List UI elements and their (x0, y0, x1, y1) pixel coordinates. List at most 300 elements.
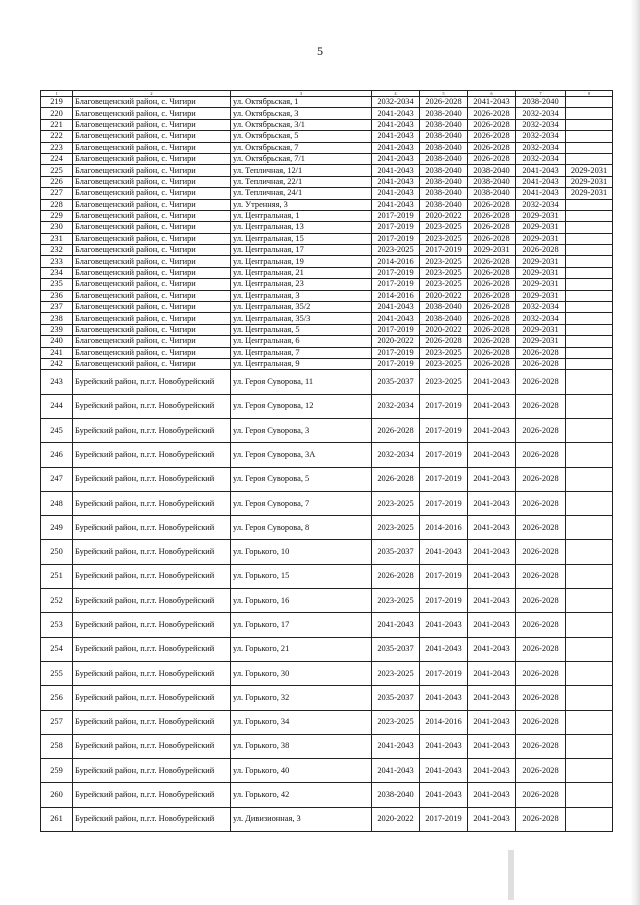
column-number: 8 (566, 91, 613, 97)
row-number: 261 (41, 807, 73, 831)
period-cell (566, 233, 613, 244)
period-cell: 2026-2028 (516, 370, 566, 394)
address-cell: ул. Центральная, 9 (231, 358, 372, 369)
period-cell: 2032-2034 (372, 443, 420, 467)
period-cell: 2041-2043 (420, 686, 468, 710)
district-cell: Бурейский район, п.г.т. Новобурейский (73, 394, 231, 418)
period-cell: 2038-2040 (516, 97, 566, 108)
period-cell (566, 710, 613, 734)
period-cell: 2026-2028 (468, 256, 516, 267)
table-row (41, 153, 613, 164)
district-cell: Благовещенский район, с. Чигири (73, 210, 231, 221)
period-cell: 2026-2028 (516, 807, 566, 831)
period-cell: 2041-2043 (372, 313, 420, 324)
period-cell: 2017-2019 (420, 661, 468, 685)
period-cell: 2041-2043 (468, 491, 516, 515)
period-cell: 2026-2028 (516, 564, 566, 588)
period-cell: 2041-2043 (420, 734, 468, 758)
period-cell: 2041-2043 (516, 176, 566, 187)
period-cell: 2038-2040 (420, 199, 468, 210)
period-cell (566, 637, 613, 661)
district-cell: Благовещенский район, с. Чигири (73, 188, 231, 199)
period-cell: 2023-2025 (420, 358, 468, 369)
row-number: 238 (41, 313, 73, 324)
period-cell: 2017-2019 (372, 324, 420, 335)
period-cell: 2017-2019 (372, 222, 420, 233)
address-cell: ул. Октябрьская, 3/1 (231, 119, 372, 130)
column-number: 5 (420, 91, 468, 97)
period-cell: 2041-2043 (468, 637, 516, 661)
table-row (41, 783, 613, 807)
column-number: 4 (372, 91, 420, 97)
period-cell (566, 302, 613, 313)
period-cell: 2026-2028 (468, 290, 516, 301)
period-cell: 2041-2043 (468, 734, 516, 758)
period-cell: 2029-2031 (516, 267, 566, 278)
period-cell (566, 336, 613, 347)
period-cell: 2026-2028 (516, 418, 566, 442)
district-cell: Благовещенский район, с. Чигири (73, 324, 231, 335)
address-cell: ул. Героя Суворова, 3 (231, 418, 372, 442)
period-cell: 2041-2043 (372, 142, 420, 153)
period-cell (566, 589, 613, 613)
district-cell: Благовещенский район, с. Чигири (73, 153, 231, 164)
period-cell (566, 279, 613, 290)
period-cell: 2029-2031 (566, 165, 613, 176)
address-cell: ул. Горького, 16 (231, 589, 372, 613)
address-cell: ул. Горького, 10 (231, 540, 372, 564)
period-cell: 2023-2025 (420, 267, 468, 278)
period-cell: 2026-2028 (516, 637, 566, 661)
table-row (41, 347, 613, 358)
period-cell: 2020-2022 (420, 324, 468, 335)
period-cell (566, 443, 613, 467)
period-cell: 2026-2028 (516, 358, 566, 369)
table-row (41, 267, 613, 278)
address-cell: ул. Горького, 40 (231, 759, 372, 783)
period-cell (566, 540, 613, 564)
period-cell: 2038-2040 (420, 153, 468, 164)
table-row (41, 302, 613, 313)
table-row (41, 108, 613, 119)
address-cell: ул. Центральная, 6 (231, 336, 372, 347)
row-number: 233 (41, 256, 73, 267)
table-row (41, 661, 613, 685)
period-cell: 2017-2019 (372, 279, 420, 290)
address-cell: ул. Центральная, 5 (231, 324, 372, 335)
address-cell: ул. Центральная, 15 (231, 233, 372, 244)
period-cell: 2014-2016 (372, 256, 420, 267)
row-number: 231 (41, 233, 73, 244)
period-cell: 2026-2028 (468, 119, 516, 130)
period-cell: 2029-2031 (516, 222, 566, 233)
period-cell (566, 347, 613, 358)
period-cell: 2029-2031 (516, 256, 566, 267)
period-cell: 2041-2043 (468, 589, 516, 613)
row-number: 223 (41, 142, 73, 153)
period-cell: 2038-2040 (420, 176, 468, 187)
period-cell: 2020-2022 (372, 336, 420, 347)
period-cell: 2029-2031 (516, 279, 566, 290)
period-cell: 2041-2043 (468, 661, 516, 685)
row-number: 228 (41, 199, 73, 210)
period-cell: 2026-2028 (516, 686, 566, 710)
district-cell: Бурейский район, п.г.т. Новобурейский (73, 783, 231, 807)
period-cell: 2014-2016 (372, 290, 420, 301)
period-cell: 2017-2019 (420, 443, 468, 467)
period-cell: 2026-2028 (468, 153, 516, 164)
period-cell: 2038-2040 (420, 142, 468, 153)
period-cell: 2026-2028 (516, 467, 566, 491)
address-cell: ул. Горького, 38 (231, 734, 372, 758)
period-cell: 2041-2043 (468, 418, 516, 442)
period-cell: 2038-2040 (468, 176, 516, 187)
period-cell: 2038-2040 (420, 131, 468, 142)
period-cell: 2026-2028 (516, 589, 566, 613)
period-cell: 2026-2028 (372, 564, 420, 588)
period-cell: 2017-2019 (420, 491, 468, 515)
row-number: 249 (41, 516, 73, 540)
address-cell: ул. Горького, 34 (231, 710, 372, 734)
table-row (41, 245, 613, 256)
period-cell: 2017-2019 (372, 347, 420, 358)
period-cell: 2026-2028 (516, 661, 566, 685)
row-number: 257 (41, 710, 73, 734)
period-cell: 2032-2034 (372, 394, 420, 418)
period-cell (566, 661, 613, 685)
page-number: 5 (317, 44, 323, 58)
district-cell: Благовещенский район, с. Чигири (73, 142, 231, 153)
period-cell: 2038-2040 (468, 188, 516, 199)
row-number: 235 (41, 279, 73, 290)
table-row (41, 540, 613, 564)
period-cell: 2029-2031 (566, 188, 613, 199)
period-cell: 2038-2040 (420, 302, 468, 313)
column-number: 3 (231, 91, 372, 97)
table-row (41, 279, 613, 290)
period-cell: 2017-2019 (420, 589, 468, 613)
scan-edge-shadow (630, 0, 640, 905)
period-cell: 2041-2043 (372, 131, 420, 142)
address-cell: ул. Героя Суворова, 5 (231, 467, 372, 491)
district-cell: Бурейский район, п.г.т. Новобурейский (73, 516, 231, 540)
table-row (41, 370, 613, 394)
row-number: 224 (41, 153, 73, 164)
row-number: 259 (41, 759, 73, 783)
period-cell: 2041-2043 (420, 613, 468, 637)
period-cell: 2041-2043 (420, 540, 468, 564)
period-cell: 2026-2028 (468, 210, 516, 221)
address-cell: ул. Тепличная, 24/1 (231, 188, 372, 199)
period-cell: 2026-2028 (468, 347, 516, 358)
period-cell (566, 759, 613, 783)
period-cell: 2032-2034 (516, 131, 566, 142)
district-cell: Бурейский район, п.г.т. Новобурейский (73, 686, 231, 710)
address-cell: ул. Героя Суворова, 3А (231, 443, 372, 467)
period-cell: 2017-2019 (420, 418, 468, 442)
address-cell: ул. Тепличная, 22/1 (231, 176, 372, 187)
district-cell: Благовещенский район, с. Чигири (73, 256, 231, 267)
row-number: 236 (41, 290, 73, 301)
period-cell: 2023-2025 (372, 491, 420, 515)
row-number: 252 (41, 589, 73, 613)
district-cell: Бурейский район, п.г.т. Новобурейский (73, 467, 231, 491)
period-cell (566, 467, 613, 491)
period-cell (566, 108, 613, 119)
district-cell: Бурейский район, п.г.т. Новобурейский (73, 710, 231, 734)
column-number: 1 (41, 91, 73, 97)
table-row (41, 222, 613, 233)
period-cell: 2041-2043 (468, 467, 516, 491)
row-number: 241 (41, 347, 73, 358)
period-cell: 2017-2019 (420, 564, 468, 588)
period-cell: 2026-2028 (420, 97, 468, 108)
period-cell: 2041-2043 (372, 302, 420, 313)
district-cell: Благовещенский район, с. Чигири (73, 245, 231, 256)
table-row (41, 807, 613, 831)
period-cell: 2029-2031 (516, 336, 566, 347)
period-cell (566, 564, 613, 588)
row-number: 253 (41, 613, 73, 637)
period-cell: 2041-2043 (420, 637, 468, 661)
row-number: 251 (41, 564, 73, 588)
row-number: 250 (41, 540, 73, 564)
period-cell: 2026-2028 (468, 131, 516, 142)
district-cell: Бурейский район, п.г.т. Новобурейский (73, 613, 231, 637)
period-cell (566, 119, 613, 130)
period-cell: 2017-2019 (372, 358, 420, 369)
table-row (41, 589, 613, 613)
period-cell (566, 783, 613, 807)
table-row (41, 119, 613, 130)
period-cell (566, 290, 613, 301)
period-cell: 2026-2028 (516, 443, 566, 467)
period-cell (566, 613, 613, 637)
period-cell: 2038-2040 (420, 165, 468, 176)
address-cell: ул. Центральная, 23 (231, 279, 372, 290)
period-cell: 2026-2028 (468, 222, 516, 233)
period-cell: 2041-2043 (468, 443, 516, 467)
table-row (41, 418, 613, 442)
period-cell (566, 313, 613, 324)
address-cell: ул. Центральная, 3 (231, 290, 372, 301)
period-cell (566, 142, 613, 153)
district-cell: Благовещенский район, с. Чигири (73, 165, 231, 176)
period-cell: 2026-2028 (516, 347, 566, 358)
period-cell: 2026-2028 (516, 540, 566, 564)
period-cell: 2017-2019 (420, 807, 468, 831)
district-cell: Бурейский район, п.г.т. Новобурейский (73, 589, 231, 613)
period-cell: 2026-2028 (516, 759, 566, 783)
row-number: 245 (41, 418, 73, 442)
row-number: 256 (41, 686, 73, 710)
address-cell: ул. Октябрьская, 3 (231, 108, 372, 119)
address-cell: ул. Октябрьская, 7 (231, 142, 372, 153)
row-number: 234 (41, 267, 73, 278)
period-cell: 2038-2040 (468, 165, 516, 176)
period-cell: 2041-2043 (468, 613, 516, 637)
table-row (41, 516, 613, 540)
period-cell (566, 516, 613, 540)
period-cell: 2041-2043 (516, 165, 566, 176)
address-cell: ул. Центральная, 21 (231, 267, 372, 278)
period-cell: 2041-2043 (468, 759, 516, 783)
period-cell: 2026-2028 (516, 394, 566, 418)
period-cell: 2023-2025 (420, 347, 468, 358)
period-cell: 2026-2028 (516, 710, 566, 734)
period-cell: 2026-2028 (420, 336, 468, 347)
period-cell: 2035-2037 (372, 370, 420, 394)
period-cell: 2041-2043 (468, 686, 516, 710)
period-cell: 2041-2043 (420, 759, 468, 783)
district-cell: Бурейский район, п.г.т. Новобурейский (73, 540, 231, 564)
row-number: 247 (41, 467, 73, 491)
address-cell: ул. Октябрьская, 5 (231, 131, 372, 142)
period-cell: 2023-2025 (372, 710, 420, 734)
district-cell: Благовещенский район, с. Чигири (73, 176, 231, 187)
row-number: 222 (41, 131, 73, 142)
period-cell: 2041-2043 (372, 108, 420, 119)
period-cell: 2026-2028 (516, 491, 566, 515)
period-cell: 2023-2025 (420, 279, 468, 290)
period-cell: 2032-2034 (516, 142, 566, 153)
district-cell: Бурейский район, п.г.т. Новобурейский (73, 807, 231, 831)
address-cell: ул. Тепличная, 12/1 (231, 165, 372, 176)
row-number: 227 (41, 188, 73, 199)
period-cell: 2032-2034 (516, 302, 566, 313)
period-cell: 2026-2028 (468, 199, 516, 210)
table-row (41, 142, 613, 153)
period-cell: 2017-2019 (420, 394, 468, 418)
table-row (41, 443, 613, 467)
period-cell: 2041-2043 (372, 153, 420, 164)
period-cell: 2041-2043 (468, 370, 516, 394)
period-cell: 2035-2037 (372, 686, 420, 710)
table-row (41, 176, 613, 187)
address-cell: ул. Горького, 42 (231, 783, 372, 807)
period-cell: 2023-2025 (372, 661, 420, 685)
period-cell: 2032-2034 (516, 108, 566, 119)
row-number: 239 (41, 324, 73, 335)
row-number: 243 (41, 370, 73, 394)
period-cell: 2041-2043 (468, 540, 516, 564)
period-cell (566, 153, 613, 164)
address-cell: ул. Центральная, 35/3 (231, 313, 372, 324)
district-cell: Благовещенский район, с. Чигири (73, 222, 231, 233)
row-number: 246 (41, 443, 73, 467)
period-cell: 2041-2043 (372, 199, 420, 210)
district-cell: Благовещенский район, с. Чигири (73, 233, 231, 244)
table-row (41, 165, 613, 176)
table-body (41, 91, 613, 832)
period-cell: 2026-2028 (372, 467, 420, 491)
period-cell (566, 734, 613, 758)
district-cell: Благовещенский район, с. Чигири (73, 267, 231, 278)
table-row (41, 324, 613, 335)
period-cell: 2041-2043 (468, 564, 516, 588)
row-number: 232 (41, 245, 73, 256)
address-cell: ул. Горького, 15 (231, 564, 372, 588)
address-cell: ул. Горького, 30 (231, 661, 372, 685)
period-cell: 2041-2043 (372, 759, 420, 783)
period-cell: 2026-2028 (516, 516, 566, 540)
period-cell: 2041-2043 (372, 188, 420, 199)
schedule-table (40, 90, 613, 832)
row-number: 230 (41, 222, 73, 233)
period-cell: 2026-2028 (468, 279, 516, 290)
period-cell: 2032-2034 (372, 97, 420, 108)
address-cell: ул. Утренняя, 3 (231, 199, 372, 210)
period-cell: 2041-2043 (468, 710, 516, 734)
period-cell: 2017-2019 (420, 467, 468, 491)
district-cell: Благовещенский район, с. Чигири (73, 336, 231, 347)
period-cell: 2041-2043 (372, 613, 420, 637)
period-cell: 2026-2028 (468, 358, 516, 369)
address-cell: ул. Центральная, 35/2 (231, 302, 372, 313)
district-cell: Бурейский район, п.г.т. Новобурейский (73, 734, 231, 758)
district-cell: Бурейский район, п.г.т. Новобурейский (73, 564, 231, 588)
row-number: 226 (41, 176, 73, 187)
period-cell: 2029-2031 (516, 233, 566, 244)
district-cell: Благовещенский район, с. Чигири (73, 290, 231, 301)
district-cell: Благовещенский район, с. Чигири (73, 97, 231, 108)
period-cell: 2026-2028 (468, 324, 516, 335)
address-cell: ул. Героя Суворова, 12 (231, 394, 372, 418)
row-number: 244 (41, 394, 73, 418)
period-cell: 2038-2040 (420, 119, 468, 130)
address-cell: ул. Октябрьская, 1 (231, 97, 372, 108)
address-cell: ул. Героя Суворова, 11 (231, 370, 372, 394)
column-number: 7 (516, 91, 566, 97)
table-row (41, 290, 613, 301)
table-row (41, 394, 613, 418)
district-cell: Бурейский район, п.г.т. Новобурейский (73, 661, 231, 685)
table-row (41, 710, 613, 734)
column-number: 2 (73, 91, 231, 97)
period-cell: 2014-2016 (420, 710, 468, 734)
period-cell: 2020-2022 (420, 290, 468, 301)
district-cell: Бурейский район, п.г.т. Новобурейский (73, 443, 231, 467)
address-cell: ул. Горького, 32 (231, 686, 372, 710)
table-row (41, 188, 613, 199)
district-cell: Бурейский район, п.г.т. Новобурейский (73, 759, 231, 783)
period-cell: 2017-2019 (372, 210, 420, 221)
period-cell: 2041-2043 (468, 97, 516, 108)
period-cell (566, 222, 613, 233)
row-number: 258 (41, 734, 73, 758)
period-cell: 2020-2022 (420, 210, 468, 221)
table-row (41, 131, 613, 142)
table-row (41, 256, 613, 267)
table-row (41, 313, 613, 324)
period-cell: 2023-2025 (420, 256, 468, 267)
period-cell (566, 418, 613, 442)
period-cell (566, 97, 613, 108)
period-cell: 2032-2034 (516, 119, 566, 130)
period-cell: 2032-2034 (516, 313, 566, 324)
period-cell: 2035-2037 (372, 637, 420, 661)
row-number: 220 (41, 108, 73, 119)
period-cell: 2017-2019 (372, 233, 420, 244)
district-cell: Благовещенский район, с. Чигири (73, 119, 231, 130)
address-cell: ул. Центральная, 1 (231, 210, 372, 221)
table-row (41, 759, 613, 783)
period-cell: 2029-2031 (468, 245, 516, 256)
table-row (41, 467, 613, 491)
period-cell: 2023-2025 (372, 516, 420, 540)
period-cell: 2035-2037 (372, 540, 420, 564)
period-cell: 2041-2043 (468, 783, 516, 807)
